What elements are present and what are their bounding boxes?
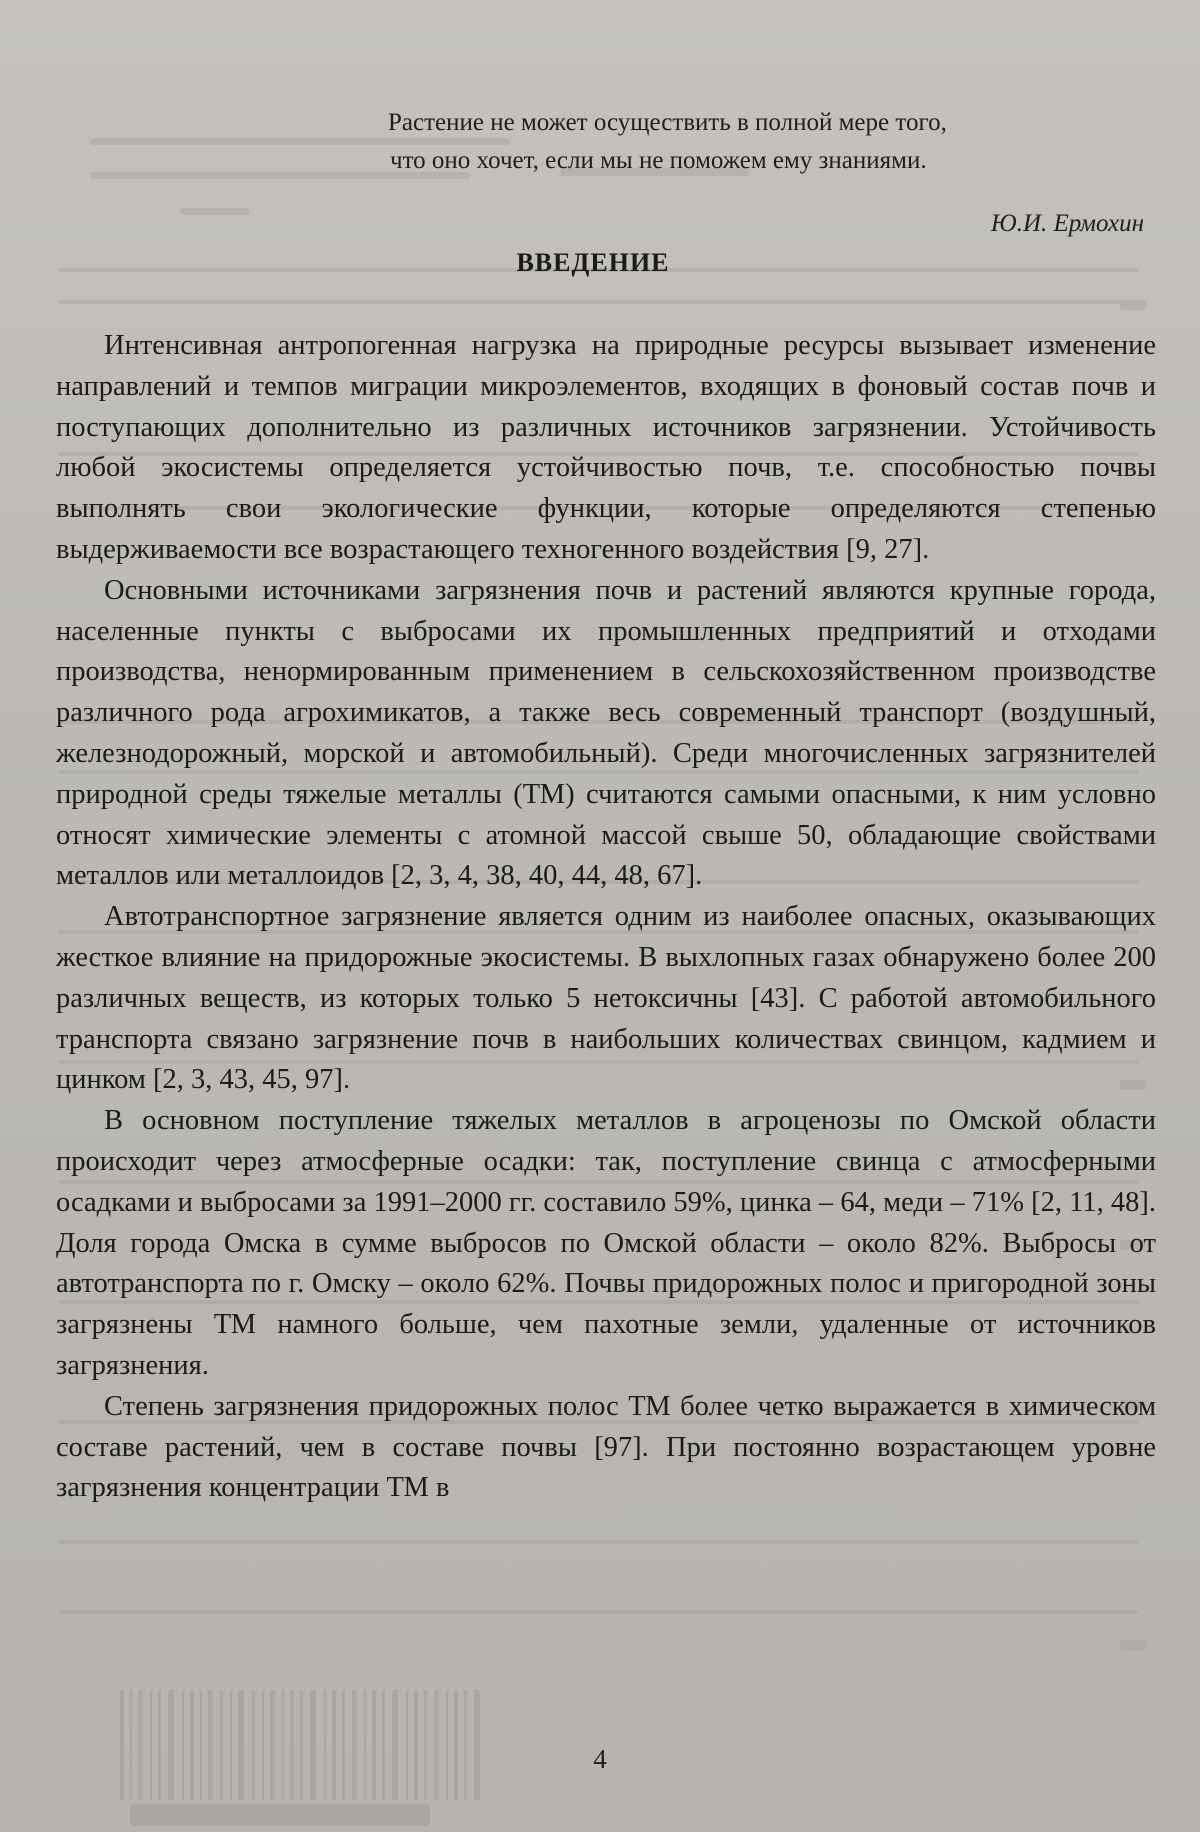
epigraph-line-2: что оно хочет, если мы не поможем ему знаниями. [390, 147, 927, 174]
epigraph-line-1: Растение не может осуществить в полной мере того, [388, 109, 947, 136]
section-heading: ВВЕДЕНИЕ [516, 248, 670, 277]
body-text [56, 326, 1156, 1509]
paragraph-3: Автотранспортное загрязнение является одним из наиболее опасных, оказывающих жесткое влияние на придорожные экосистемы. В выхлопных газах обнаружено более 200 различных веществ, из которых только 5 нетоксичны [43]. С работой автомобильного транспорта связано загрязнение почв в наибольших количествах свинцом, кадмием и цинком [2, 3, 43, 45, 97]. [56, 901, 1156, 1096]
page-number: 4 [593, 1744, 607, 1774]
paragraph-4: В основном поступление тяжелых металлов в агроценозы по Омской области происходит через атмосферные осадки: так, поступление свинца с атмосферными осадками и выбросами за 1991–2000 гг. составило 59%, цинка – 64, меди – 71% [2, 11, 48]. Доля города Омска в сумме выбросов по Омской области – около 82%. Выбросы от автотранспорта по г. Омску – около 62%. Почвы придорожных полос и пригородной зоны загрязнены ТМ намного больше, чем пахотные земли, удаленные от источников загрязнения. [56, 1105, 1156, 1381]
paragraph-1: Интенсивная антропогенная нагрузка на природные ресурсы вызывает изменение направлений и темпов миграции микроэлементов, входящих в фоновый состав почв и поступающих дополнительно из различных источников загрязнении. Устойчивость любой экосистемы определяется устойчивостью почв, т.е. способностью почвы выполнять свои экологические функции, которые определяются степенью выдерживаемости все возрастающего техногенного воздействия [9, 27]. [56, 330, 1156, 565]
paragraph-2: Основными источниками загрязнения почв и растений являются крупные города, населенные пункты с выбросами их промышленных предприятий и отходами производства, ненормированным применением в сельскохозяйственном производстве различного рода агрохимикатов, а также весь современный транспорт (воздушный, железнодорожный, морской и автомобильный). Среди многочисленных загрязнителей природной среды тяжелые металлы (ТМ) считаются самыми опасными, к ним условно относят химические элементы с атомной массой свыше 50, обладающие свойствами металлов или металлоидов [2, 3, 4, 38, 40, 44, 48, 67]. [56, 574, 1156, 892]
paragraph-5: Степень загрязнения придорожных полос ТМ более четко выражается в химическом составе растений, чем в составе почвы [97]. При постоянно возрастающем уровне загрязнения концентрации ТМ в [56, 1390, 1156, 1504]
epigraph [388, 104, 1108, 180]
epigraph-author: Ю.И. Ермохин [990, 210, 1144, 237]
